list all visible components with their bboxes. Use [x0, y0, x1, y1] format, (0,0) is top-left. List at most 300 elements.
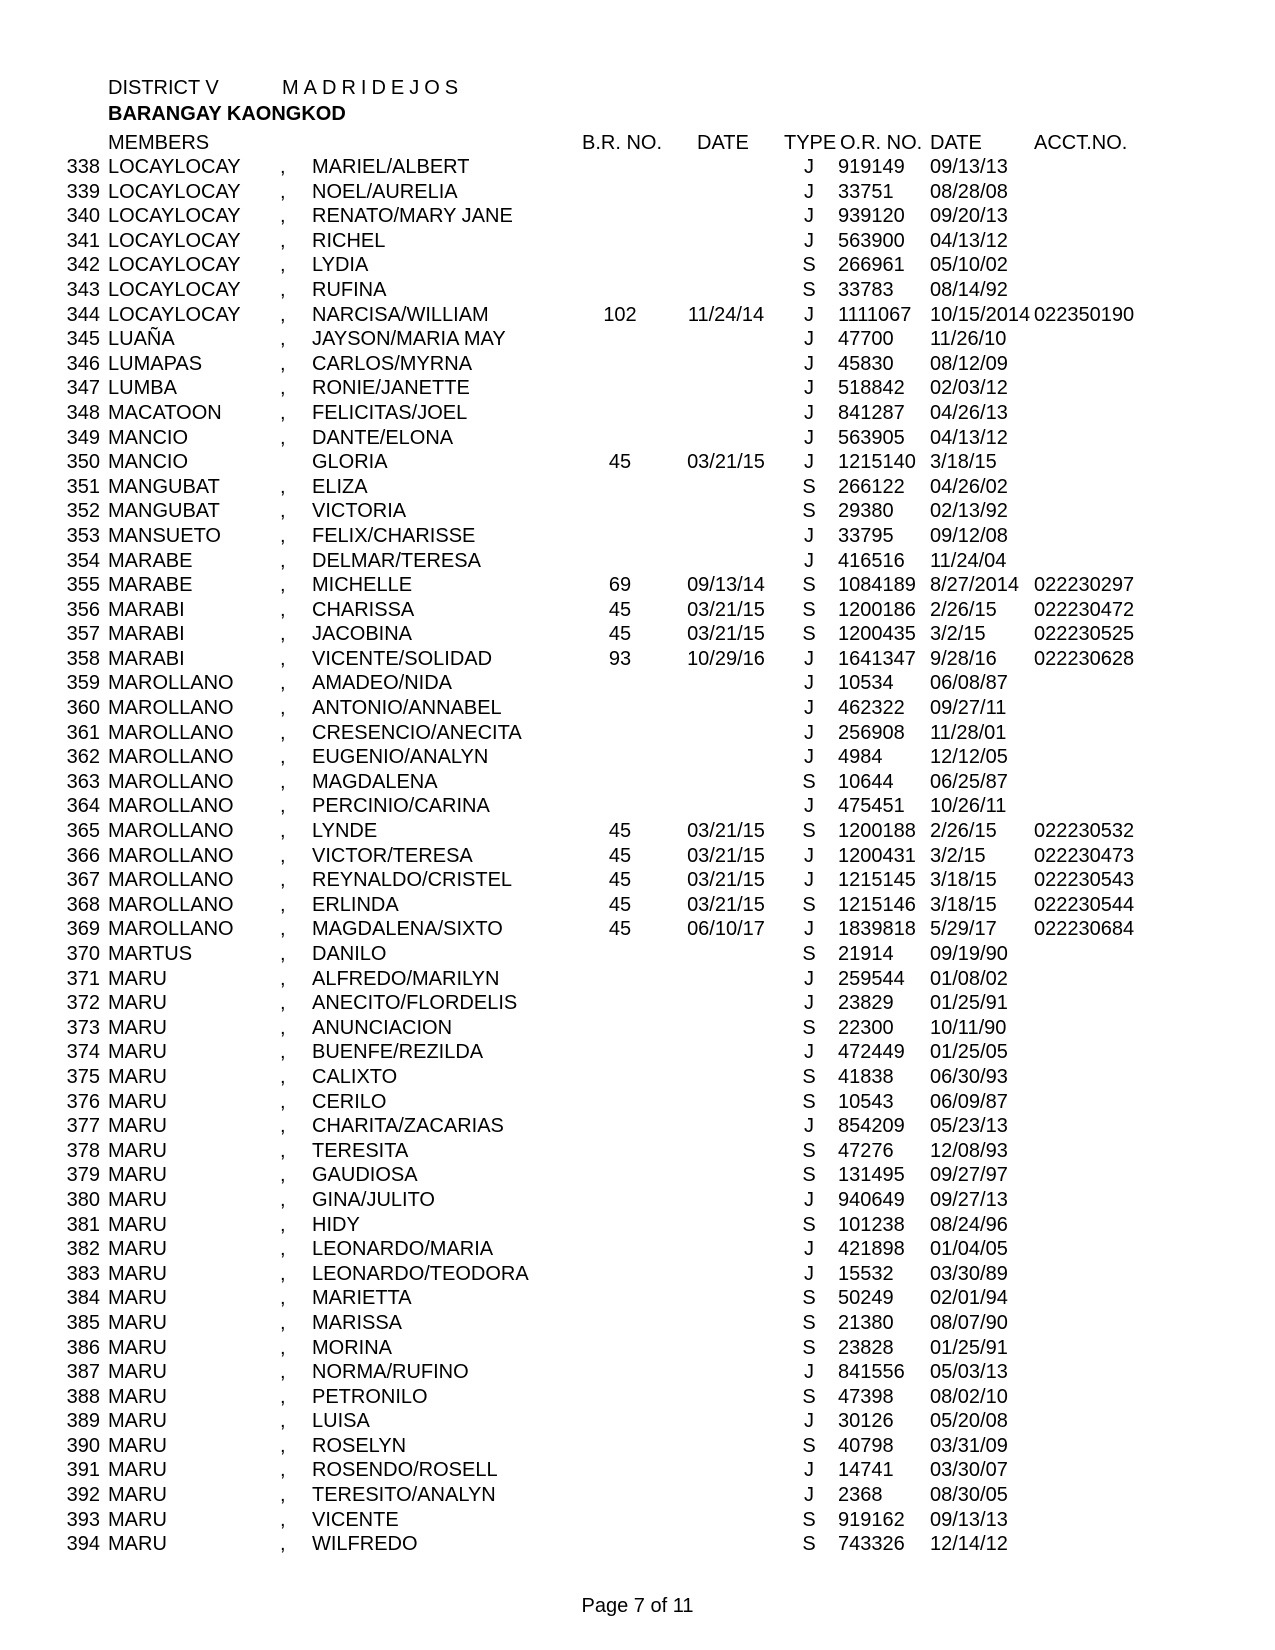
or-number: 40798 [838, 1434, 894, 1457]
member-number: 387 [66, 1361, 100, 1384]
name-separator: , [280, 401, 286, 424]
member-first-name: BUENFE/REZILDA [312, 1041, 484, 1064]
or-number: 563900 [838, 229, 905, 252]
or-number: 30126 [838, 1410, 894, 1433]
table-row [0, 1483, 1275, 1508]
member-first-name: AMADEO/NIDA [312, 672, 453, 695]
member-first-name: MORINA [312, 1336, 392, 1359]
table-row [0, 155, 1275, 180]
membership-type: J [804, 918, 814, 941]
column-header-or-date: DATE [930, 132, 982, 154]
member-last-name: MARU [108, 1188, 167, 1211]
member-last-name: LOCAYLOCAY [108, 254, 241, 277]
membership-type: S [802, 1065, 816, 1088]
name-separator: , [280, 1533, 286, 1556]
or-date: 01/04/05 [930, 1238, 1008, 1261]
membership-type: J [804, 1238, 814, 1261]
or-number: 45830 [838, 352, 894, 375]
or-number: 462322 [838, 697, 905, 720]
or-date: 12/12/05 [930, 746, 1008, 769]
member-first-name: ELIZA [312, 475, 368, 498]
column-header-members: MEMBERS [108, 132, 210, 154]
membership-type: J [804, 229, 814, 252]
br-date: 03/21/15 [687, 820, 765, 843]
member-first-name: LEONARDO/MARIA [312, 1238, 494, 1261]
member-number: 360 [66, 697, 100, 720]
or-number: 10534 [838, 672, 894, 695]
member-last-name: LOCAYLOCAY [108, 156, 241, 178]
name-separator: , [280, 795, 286, 818]
or-number: 416516 [838, 549, 905, 572]
membership-type: J [804, 451, 814, 474]
or-date: 04/26/13 [930, 401, 1008, 424]
name-separator: , [280, 893, 286, 916]
member-first-name: ANTONIO/ANNABEL [312, 697, 502, 720]
member-last-name: MARU [108, 1041, 167, 1064]
member-number: 385 [66, 1311, 100, 1334]
member-last-name: MARU [108, 1508, 167, 1531]
table-row [0, 721, 1275, 746]
table-row [0, 1065, 1275, 1090]
or-number: 10543 [838, 1090, 894, 1113]
or-number: 421898 [838, 1238, 905, 1261]
name-separator: , [280, 278, 286, 301]
or-date: 11/24/04 [930, 549, 1007, 572]
member-first-name: TERESITO/ANALYN [312, 1484, 496, 1507]
member-first-name: DELMAR/TERESA [312, 549, 481, 572]
column-header-type: TYPE [784, 132, 837, 154]
member-number: 349 [66, 426, 100, 449]
name-separator: , [280, 1311, 286, 1334]
name-separator: , [280, 574, 286, 597]
or-date: 02/01/94 [930, 1287, 1008, 1310]
or-number: 256908 [838, 721, 905, 744]
account-number: 022230297 [1034, 574, 1135, 597]
or-date: 03/31/09 [930, 1434, 1008, 1457]
or-number: 841287 [838, 401, 905, 424]
or-date: 3/18/15 [930, 869, 997, 892]
member-last-name: MARU [108, 967, 167, 990]
name-separator: , [280, 377, 286, 400]
member-last-name: MARU [108, 1016, 167, 1039]
column-header-or-no: O.R. NO. [840, 132, 923, 154]
table-row [0, 278, 1275, 303]
member-last-name: MANCIO [108, 451, 188, 474]
table-row [0, 426, 1275, 451]
member-first-name: DANILO [312, 943, 387, 965]
membership-type: S [802, 1508, 816, 1531]
name-separator: , [280, 1459, 286, 1482]
br-number: 45 [608, 844, 632, 867]
table-row [0, 1409, 1275, 1434]
or-date: 08/12/09 [930, 352, 1008, 375]
member-first-name: JACOBINA [312, 623, 413, 646]
br-number: 45 [608, 598, 632, 621]
name-separator: , [280, 697, 286, 720]
member-number: 375 [66, 1065, 100, 1088]
account-number: 022230473 [1034, 844, 1135, 867]
name-separator: , [280, 1090, 286, 1113]
member-first-name: JAYSON/MARIA MAY [312, 328, 506, 351]
membership-type: J [804, 697, 814, 720]
or-date: 02/13/92 [930, 500, 1008, 523]
member-last-name: LUAÑA [108, 328, 175, 351]
member-number: 382 [66, 1238, 100, 1261]
member-last-name: MARU [108, 1213, 167, 1236]
membership-type: S [802, 500, 816, 523]
member-first-name: VICTOR/TERESA [312, 844, 473, 867]
member-last-name: LOCAYLOCAY [108, 278, 241, 301]
membership-type: S [802, 1533, 816, 1556]
member-number: 393 [66, 1508, 100, 1531]
table-row [0, 1237, 1275, 1262]
membership-type: S [802, 770, 816, 793]
member-first-name: LYNDE [312, 820, 378, 843]
member-last-name: LUMAPAS [108, 352, 203, 375]
member-first-name: GAUDIOSA [312, 1164, 418, 1187]
member-first-name: DANTE/ELONA [312, 426, 454, 449]
member-number: 338 [66, 156, 100, 178]
or-date: 04/13/12 [930, 229, 1008, 252]
table-row [0, 942, 1275, 967]
or-number: 1641347 [838, 647, 916, 670]
table-row [0, 819, 1275, 844]
or-number: 1839818 [838, 918, 916, 941]
or-date: 09/13/13 [930, 156, 1008, 178]
membership-type: J [804, 1188, 814, 1211]
member-last-name: MAROLLANO [108, 746, 234, 769]
member-first-name: MAGDALENA/SIXTO [312, 918, 503, 941]
or-number: 266961 [838, 254, 905, 277]
membership-type: J [804, 426, 814, 449]
member-last-name: LOCAYLOCAY [108, 205, 241, 228]
name-separator: , [280, 1139, 286, 1162]
name-separator: , [280, 820, 286, 843]
member-last-name: LOCAYLOCAY [108, 229, 241, 252]
table-row [0, 893, 1275, 918]
member-first-name: ROSENDO/ROSELL [312, 1459, 498, 1482]
member-last-name: MAROLLANO [108, 844, 234, 867]
or-date: 3/18/15 [930, 893, 997, 916]
table-row [0, 450, 1275, 475]
table-row [0, 1114, 1275, 1139]
or-date: 2/26/15 [930, 598, 997, 621]
br-number: 45 [608, 820, 632, 843]
member-first-name: WILFREDO [312, 1533, 418, 1556]
name-separator: , [280, 647, 286, 670]
name-separator: , [280, 672, 286, 695]
or-date: 11/26/10 [930, 328, 1007, 351]
or-date: 09/27/13 [930, 1188, 1008, 1211]
member-number: 371 [66, 967, 100, 990]
or-date: 09/27/11 [930, 697, 1007, 720]
account-number: 022230628 [1034, 647, 1135, 670]
or-date: 2/26/15 [930, 820, 997, 843]
membership-type: J [804, 1459, 814, 1482]
membership-type: J [804, 1484, 814, 1507]
member-last-name: MARU [108, 1262, 167, 1285]
membership-type: S [802, 254, 816, 277]
table-row [0, 794, 1275, 819]
or-date: 03/30/07 [930, 1459, 1008, 1482]
name-separator: , [280, 918, 286, 941]
br-date: 09/13/14 [687, 574, 765, 597]
br-number: 69 [608, 574, 632, 597]
or-number: 1084189 [838, 574, 916, 597]
table-row [0, 1508, 1275, 1533]
member-first-name: ANUNCIACION [312, 1016, 453, 1039]
br-date: 06/10/17 [687, 918, 765, 941]
member-number: 368 [66, 893, 100, 916]
member-last-name: MARU [108, 1287, 167, 1310]
column-header-acct-no: ACCT.NO. [1034, 132, 1128, 154]
br-date: 03/21/15 [687, 598, 765, 621]
membership-type: S [802, 574, 816, 597]
member-last-name: MARU [108, 1065, 167, 1088]
member-number: 381 [66, 1213, 100, 1236]
membership-type: S [802, 1434, 816, 1457]
table-row [0, 844, 1275, 869]
table-row [0, 376, 1275, 401]
membership-type: J [804, 549, 814, 572]
name-separator: , [280, 205, 286, 228]
member-number: 359 [66, 672, 100, 695]
or-date: 04/26/02 [930, 475, 1008, 498]
member-first-name: ERLINDA [312, 893, 399, 916]
name-separator: , [280, 1065, 286, 1088]
name-separator: , [280, 475, 286, 498]
member-number: 392 [66, 1484, 100, 1507]
membership-type: S [802, 1090, 816, 1113]
table-row [0, 991, 1275, 1016]
member-first-name: LEONARDO/TEODORA [312, 1262, 529, 1285]
or-date: 09/27/97 [930, 1164, 1008, 1187]
name-separator: , [280, 1238, 286, 1261]
name-separator: , [280, 524, 286, 547]
member-first-name: PERCINIO/CARINA [312, 795, 490, 818]
name-separator: , [280, 1262, 286, 1285]
member-number: 366 [66, 844, 100, 867]
or-date: 05/10/02 [930, 254, 1008, 277]
account-number: 022230684 [1034, 918, 1135, 941]
membership-type: J [804, 795, 814, 818]
account-number: 022230532 [1034, 820, 1135, 843]
name-separator: , [280, 1385, 286, 1408]
member-last-name: LOCAYLOCAY [108, 303, 241, 326]
membership-type: S [802, 1139, 816, 1162]
or-number: 259544 [838, 967, 905, 990]
name-separator: , [280, 549, 286, 572]
member-last-name: LUMBA [108, 377, 177, 400]
or-date: 01/08/02 [930, 967, 1008, 990]
member-last-name: MARABE [108, 574, 193, 597]
member-first-name: GLORIA [312, 451, 388, 474]
membership-type: J [804, 1410, 814, 1433]
member-last-name: MARTUS [108, 943, 193, 965]
or-date: 3/2/15 [930, 623, 986, 646]
membership-type: S [802, 1385, 816, 1408]
account-number: 022230525 [1034, 623, 1135, 646]
member-first-name: PETRONILO [312, 1385, 428, 1408]
member-last-name: MARU [108, 992, 167, 1015]
member-number: 356 [66, 598, 100, 621]
member-first-name: RENATO/MARY JANE [312, 205, 513, 228]
membership-type: S [802, 820, 816, 843]
or-date: 3/18/15 [930, 451, 997, 474]
table-row [0, 868, 1275, 893]
member-last-name: MARU [108, 1361, 167, 1384]
or-number: 33783 [838, 278, 894, 301]
member-last-name: MARU [108, 1311, 167, 1334]
name-separator: , [280, 1041, 286, 1064]
member-number: 367 [66, 869, 100, 892]
or-number: 23828 [838, 1336, 894, 1359]
table-row [0, 1262, 1275, 1287]
member-number: 348 [66, 401, 100, 424]
member-last-name: MARU [108, 1410, 167, 1433]
member-number: 344 [66, 303, 100, 326]
member-first-name: CALIXTO [312, 1065, 398, 1088]
member-last-name: MACATOON [108, 401, 222, 424]
member-last-name: MANGUBAT [108, 500, 220, 523]
name-separator: , [280, 721, 286, 744]
name-separator: , [280, 1287, 286, 1310]
member-first-name: HIDY [312, 1213, 360, 1236]
or-number: 47276 [838, 1139, 894, 1162]
or-number: 21914 [838, 943, 894, 965]
membership-type: J [804, 647, 814, 670]
member-number: 388 [66, 1385, 100, 1408]
or-date: 8/27/2014 [930, 574, 1019, 597]
membership-type: J [804, 1361, 814, 1384]
table-row [0, 917, 1275, 942]
or-number: 475451 [838, 795, 905, 818]
or-date: 08/14/92 [930, 278, 1008, 301]
table-row [0, 1040, 1275, 1065]
name-separator: , [280, 992, 286, 1015]
member-first-name: FELIX/CHARISSE [312, 524, 476, 547]
member-first-name: NARCISA/WILLIAM [312, 303, 489, 326]
member-last-name: MARU [108, 1484, 167, 1507]
member-number: 365 [66, 820, 100, 843]
or-date: 10/15/2014 [930, 303, 1031, 326]
table-row [0, 1311, 1275, 1336]
member-last-name: MAROLLANO [108, 721, 234, 744]
membership-type: J [804, 1041, 814, 1064]
membership-type: J [804, 156, 814, 178]
column-header-date: DATE [697, 132, 749, 154]
member-number: 373 [66, 1016, 100, 1039]
table-row [0, 475, 1275, 500]
membership-type: S [802, 1213, 816, 1236]
or-number: 101238 [838, 1213, 905, 1236]
membership-type: J [804, 401, 814, 424]
member-first-name: RONIE/JANETTE [312, 377, 470, 400]
membership-type: S [802, 1016, 816, 1039]
name-separator: , [280, 1361, 286, 1384]
table-row [0, 327, 1275, 352]
br-number: 45 [608, 918, 632, 941]
member-last-name: MARU [108, 1238, 167, 1261]
member-last-name: MARABI [108, 647, 185, 670]
member-number: 370 [66, 943, 100, 965]
membership-type: J [804, 1262, 814, 1285]
member-number: 358 [66, 647, 100, 670]
name-separator: , [280, 156, 286, 178]
member-number: 363 [66, 770, 100, 793]
name-separator: , [280, 1115, 286, 1138]
member-last-name: MAROLLANO [108, 918, 234, 941]
or-date: 06/25/87 [930, 770, 1008, 793]
or-number: 41838 [838, 1065, 894, 1088]
account-number: 022350190 [1034, 303, 1135, 326]
member-number: 351 [66, 475, 100, 498]
member-last-name: MARU [108, 1459, 167, 1482]
member-last-name: MAROLLANO [108, 770, 234, 793]
name-separator: , [280, 746, 286, 769]
member-number: 353 [66, 524, 100, 547]
or-date: 09/12/08 [930, 524, 1008, 547]
name-separator: , [280, 967, 286, 990]
member-last-name: MAROLLANO [108, 869, 234, 892]
or-date: 05/20/08 [930, 1410, 1008, 1433]
member-first-name: CHARITA/ZACARIAS [312, 1115, 504, 1138]
table-row [0, 229, 1275, 254]
br-number: 45 [608, 869, 632, 892]
membership-type: J [804, 524, 814, 547]
or-number: 1215146 [838, 893, 916, 916]
member-number: 340 [66, 205, 100, 228]
member-first-name: ALFREDO/MARILYN [312, 967, 500, 990]
membership-type: S [802, 278, 816, 301]
member-last-name: MANGUBAT [108, 475, 220, 498]
or-number: 472449 [838, 1041, 905, 1064]
name-separator: , [280, 352, 286, 375]
br-number: 45 [608, 451, 632, 474]
membership-type: J [804, 967, 814, 990]
member-first-name: LYDIA [312, 254, 369, 277]
member-number: 339 [66, 180, 100, 203]
table-row [0, 1016, 1275, 1041]
membership-type: S [802, 623, 816, 646]
column-header-br-no: B.R. NO. [582, 132, 663, 154]
member-last-name: MAROLLANO [108, 893, 234, 916]
membership-type: S [802, 1336, 816, 1359]
membership-type: J [804, 721, 814, 744]
member-number: 345 [66, 328, 100, 351]
name-separator: , [280, 1164, 286, 1187]
or-date: 04/13/12 [930, 426, 1008, 449]
member-number: 352 [66, 500, 100, 523]
member-last-name: MARU [108, 1090, 167, 1113]
membership-type: S [802, 598, 816, 621]
name-separator: , [280, 1213, 286, 1236]
name-separator: , [280, 229, 286, 252]
or-number: 1200435 [838, 623, 916, 646]
membership-type: J [804, 205, 814, 228]
table-row [0, 352, 1275, 377]
account-number: 022230472 [1034, 598, 1135, 621]
member-first-name: VICENTE [312, 1508, 399, 1531]
name-separator: , [280, 328, 286, 351]
or-number: 841556 [838, 1361, 905, 1384]
table-row [0, 524, 1275, 549]
name-separator: , [280, 1484, 286, 1507]
table-row [0, 499, 1275, 524]
or-date: 9/28/16 [930, 647, 997, 670]
member-number: 355 [66, 574, 100, 597]
or-number: 50249 [838, 1287, 894, 1310]
